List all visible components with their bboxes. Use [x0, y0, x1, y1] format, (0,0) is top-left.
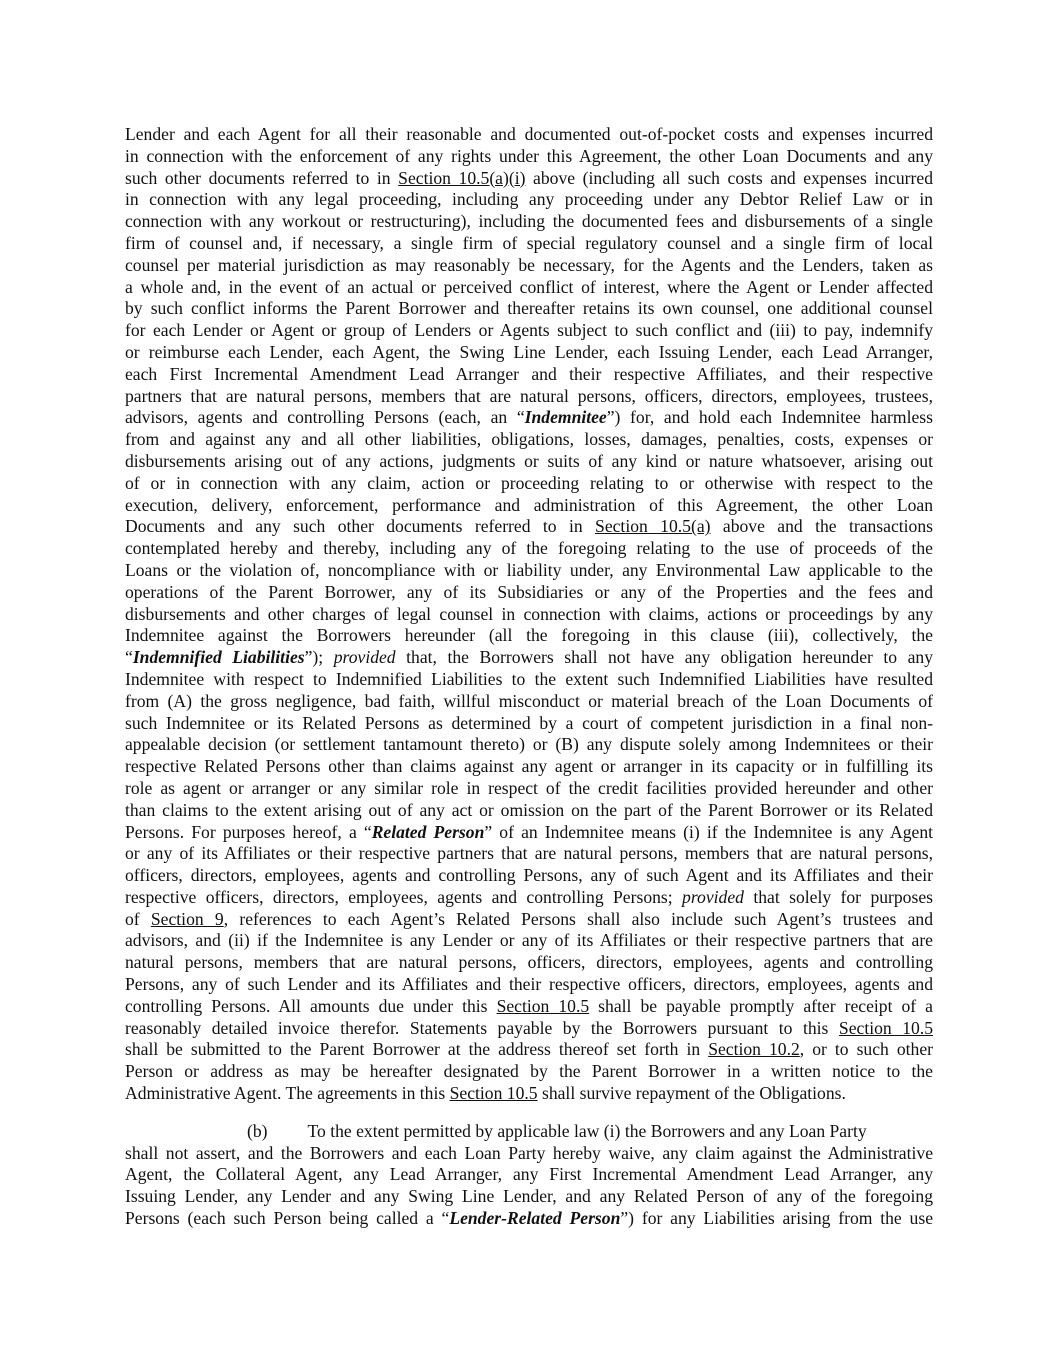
text-line	[125, 582, 933, 604]
text-line	[125, 1039, 933, 1061]
section-reference: Section 10.5	[496, 995, 590, 1016]
text-segment: “	[125, 647, 133, 668]
text-line	[125, 429, 933, 451]
text-segment: disbursements and other charges of legal counsel in connection with claims, actions or proceedings by any	[125, 603, 933, 624]
text-line	[125, 451, 933, 473]
text-segment: Persons. For purposes hereof, a “	[125, 821, 372, 842]
text-segment: by such conflict informs the Parent Borrower and thereafter retains its own counsel, one additional counsel	[125, 298, 933, 319]
text-segment: Indemnitee with respect to Indemnified Liabilities to the extent such Indemnified Liabilities have resulted	[125, 668, 933, 689]
text-line	[125, 364, 933, 386]
text-segment: appealable decision (or settlement tantamount thereto) or (B) any dispute solely among Indemnitees or their	[125, 734, 933, 755]
text-line	[125, 1018, 933, 1040]
text-segment: , references to each Agent’s Related Persons shall also include such Agent’s trustees and	[223, 908, 934, 929]
text-line	[125, 277, 933, 299]
text-line	[125, 298, 933, 320]
text-line	[125, 233, 933, 255]
section-reference: Section 10.5(a)(i)	[398, 167, 526, 188]
text-segment: ” of an Indemnitee means (i) if the Indemnitee is any Agent	[484, 821, 934, 842]
text-segment: such Indemnitee or its Related Persons as determined by a court of competent jurisdiction in a final non-	[125, 712, 933, 733]
text-segment: reasonably detailed invoice therefor. Statements payable by the Borrowers pursuant to this	[125, 1017, 839, 1038]
text-line	[125, 168, 933, 190]
text-segment: than claims to the extent arising out of any act or omission on the part of the Parent Borrower or its Related	[125, 799, 933, 820]
text-segment: To the extent permitted by applicable law (i) the Borrowers and any Loan Party	[307, 1120, 867, 1141]
text-line	[125, 756, 933, 778]
text-line	[125, 713, 933, 735]
text-segment: shall not assert, and the Borrowers and each Loan Party hereby waive, any claim against the Administrative	[125, 1142, 933, 1163]
text-segment: role as agent or arranger or any similar role in respect of the credit facilities provided hereunder and other	[125, 777, 933, 798]
text-segment: connection with any workout or restructuring), including the documented fees and disbursements of a single	[125, 211, 933, 232]
text-segment: shall survive repayment of the Obligations.	[537, 1083, 846, 1104]
text-segment: contemplated hereby and thereby, including any of the foregoing relating to the use of proceeds of the	[125, 538, 933, 559]
text-line	[125, 320, 933, 342]
text-line	[125, 211, 933, 233]
text-segment: operations of the Parent Borrower, any of its Subsidiaries or any of the Properties and the fees and	[125, 581, 933, 602]
text-line	[125, 604, 933, 626]
text-line	[125, 734, 933, 756]
defined-term: Related Person	[371, 821, 485, 842]
text-segment: officers, directors, employees, agents and controlling Persons, any of such Agent and its Affiliates and their	[125, 865, 933, 886]
text-line	[125, 342, 933, 364]
text-segment: partners that are natural persons, members that are natural persons, officers, directors, employees, trustees,	[125, 385, 933, 406]
text-segment: a whole and, in the event of an actual or perceived conflict of interest, where the Agent or Lender affected	[125, 276, 933, 297]
text-segment: from and against any and all other liabilities, obligations, losses, damages, penalties, costs, expenses or	[125, 429, 933, 450]
text-line	[125, 386, 933, 408]
text-line	[125, 647, 933, 669]
section-reference: Section 10.2	[708, 1039, 800, 1060]
defined-term: Indemnified Liabilities	[132, 647, 305, 668]
text-segment: Loans or the violation of, noncompliance with or liability under, any Environmental Law applicable to the	[125, 559, 933, 580]
text-segment: advisors, agents and controlling Persons (each, an “	[125, 407, 525, 428]
text-line	[125, 560, 933, 582]
text-line	[125, 909, 933, 931]
text-line	[125, 778, 933, 800]
text-segment: provided	[682, 886, 744, 907]
text-line	[125, 473, 933, 495]
text-segment: Lender and each Agent for all their reasonable and documented out-of-pocket costs and expenses incurred	[125, 124, 933, 144]
text-line	[125, 843, 933, 865]
defined-term: Lender-Related Person	[449, 1208, 621, 1229]
section-reference: Section 10.5	[449, 1083, 538, 1104]
text-line	[125, 189, 933, 211]
text-segment: Issuing Lender, any Lender and any Swing Line Lender, and any Related Person of any of the foregoing	[125, 1186, 933, 1207]
text-line	[125, 1143, 933, 1165]
text-segment: such other documents referred to in	[125, 167, 399, 188]
text-segment: respective Related Persons other than claims against any agent or arranger in its capacity or in fulfilling its	[125, 756, 933, 777]
text-segment: ”) for, and hold each Indemnitee harmless	[606, 407, 933, 428]
text-segment: ”);	[304, 647, 334, 668]
text-segment: advisors, and (ii) if the Indemnitee is any Lender or any of its Affiliates or their respective partners that are	[125, 930, 933, 951]
text-segment: provided	[333, 647, 396, 668]
text-line	[125, 887, 933, 909]
text-segment: natural persons, members that are natural persons, officers, directors, employees, agents and controlling	[125, 952, 933, 973]
text-segment: execution, delivery, enforcement, performance and administration of this Agreement, the other Loan	[125, 494, 933, 515]
text-segment: Indemnitee against the Borrowers hereunder (all the foregoing in this clause (iii), collectively, the	[125, 625, 933, 646]
text-line	[125, 495, 933, 517]
paragraph	[125, 1121, 933, 1230]
text-segment: that solely for purposes	[743, 886, 933, 907]
text-line	[125, 996, 933, 1018]
text-line	[125, 516, 933, 538]
text-line	[125, 800, 933, 822]
text-segment: , or to such other	[799, 1039, 933, 1060]
paragraph	[125, 124, 933, 1105]
text-segment: above and the transactions	[710, 516, 933, 537]
text-line	[125, 1164, 933, 1186]
text-segment: (b)	[247, 1120, 268, 1141]
text-line	[125, 538, 933, 560]
text-segment: that, the Borrowers shall not have any obligation hereunder to any	[395, 647, 934, 668]
text-segment: Agent, the Collateral Agent, any Lead Arranger, any First Incremental Amendment Lead Arranger, any	[125, 1164, 933, 1185]
defined-term: Indemnitee	[524, 407, 607, 428]
text-segment: in connection with any legal proceeding, including any proceeding under any Debtor Relief Law or in	[125, 189, 933, 210]
text-segment: or reimburse each Lender, each Agent, the Swing Line Lender, each Issuing Lender, each Lead Arranger,	[125, 341, 933, 362]
text-segment: Persons, any of such Lender and its Affiliates and their respective officers, directors, employees, agents and	[125, 974, 933, 995]
text-line	[125, 669, 933, 691]
text-segment: of	[125, 908, 151, 929]
text-segment: for each Lender or Agent or group of Lenders or Agents subject to such conflict and (iii) to pay, indemnify	[125, 320, 933, 341]
text-segment: Administrative Agent. The agreements in this	[125, 1083, 450, 1104]
text-line	[125, 1186, 933, 1208]
text-line	[125, 865, 933, 887]
section-reference: Section 9	[150, 908, 224, 929]
text-segment: in connection with the enforcement of any rights under this Agreement, the other Loan Documents and any	[125, 145, 933, 166]
text-segment: above (including all such costs and expenses incurred	[525, 167, 933, 188]
text-segment: ”) for any Liabilities arising from the use	[620, 1208, 933, 1229]
text-segment: of or in connection with any claim, action or proceeding relating to or otherwise with respect to the	[125, 472, 933, 493]
text-line	[125, 930, 933, 952]
text-segment: Persons (each such Person being called a “	[125, 1208, 450, 1229]
text-line	[125, 124, 933, 146]
text-line	[125, 952, 933, 974]
text-segment: shall be submitted to the Parent Borrower at the address thereof set forth in	[125, 1039, 709, 1060]
text-line	[125, 146, 933, 168]
text-segment: shall be payable promptly after receipt of a	[589, 995, 933, 1016]
text-line	[125, 1083, 933, 1105]
section-reference: Section 10.5	[838, 1017, 933, 1038]
text-segment: Documents and any such other documents referred to in	[125, 516, 596, 537]
text-line	[125, 1121, 933, 1143]
text-line	[125, 691, 933, 713]
document-page	[125, 124, 933, 1246]
text-segment: Person or address as may be hereafter designated by the Parent Borrower in a written notice to the	[125, 1061, 933, 1082]
text-line	[125, 255, 933, 277]
text-line	[125, 822, 933, 844]
text-segment: counsel per material jurisdiction as may reasonably be necessary, for the Agents and the Lenders, taken as	[125, 254, 933, 275]
text-line	[125, 974, 933, 996]
text-segment: firm of counsel and, if necessary, a single firm of special regulatory counsel and a single firm of local	[125, 232, 933, 253]
text-line	[125, 1061, 933, 1083]
text-segment: respective officers, directors, employees, agents and controlling Persons;	[125, 886, 683, 907]
text-segment: disbursements arising out of any actions, judgments or suits of any kind or nature whatsoever, arising out	[125, 450, 933, 471]
text-line	[125, 1208, 933, 1230]
section-reference: Section 10.5(a)	[595, 516, 711, 537]
text-segment: or any of its Affiliates or their respective partners that are natural persons, members that are natural persons,	[125, 843, 933, 864]
text-segment: each First Incremental Amendment Lead Arranger and their respective Affiliates, and their respective	[125, 363, 933, 384]
text-segment: controlling Persons. All amounts due under this	[125, 995, 497, 1016]
text-line	[125, 407, 933, 429]
text-line	[125, 625, 933, 647]
text-segment: from (A) the gross negligence, bad faith, willful misconduct or material breach of the Loan Documents of	[125, 690, 933, 711]
